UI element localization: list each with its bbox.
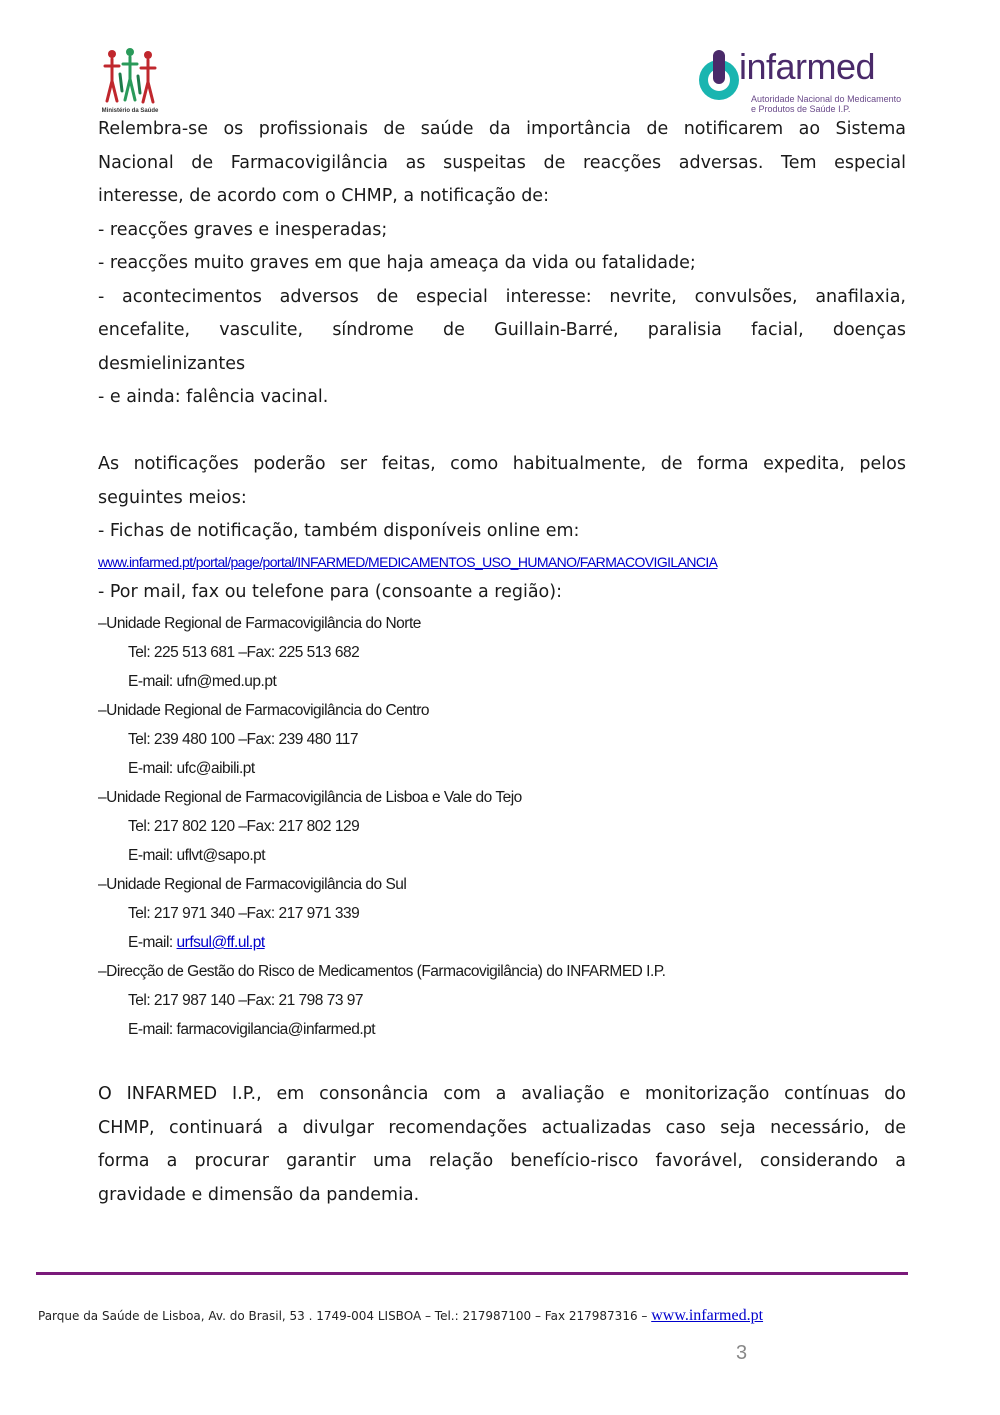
paragraph-notification-channels <box>98 448 906 609</box>
farmacovigilancia-url-link[interactable]: www.infarmed.pt/portal/page/portal/INFARMED/MEDICAMENTOS_USO_HUMANO/FARMACOVIGILANCIA <box>98 553 718 570</box>
infarmed-logo <box>695 46 902 120</box>
text-line: Relembra-se os profissionais de saúde da importância de notificarem ao Sistema <box>98 119 906 139</box>
ministry-figures-icon <box>100 46 160 108</box>
text-line: O INFARMED I.P., em consonância com a avaliação e monitorização contínuas do <box>98 1084 906 1104</box>
footer-address: Parque da Saúde de Lisboa, Av. do Brasil, 53 . 1749-004 LISBOA – Tel.: 217987100 – Fax 217987316 – www.infarmed.pt <box>38 1307 764 1324</box>
text-line: - reacções muito graves em que haja ameaça da vida ou fatalidade; <box>98 253 696 273</box>
contact-email: uflvt@sapo.pt <box>176 847 266 864</box>
footer-divider <box>36 1272 908 1275</box>
footer-website-link[interactable]: www.infarmed.pt <box>651 1307 764 1324</box>
text-line: Nacional de Farmacovigilância as suspeitas de reacções adversas. Tem especial <box>98 152 906 173</box>
text-line: interesse, de acordo com o CHMP, a notificação de: <box>98 186 549 206</box>
contact-centro <box>98 696 906 783</box>
paragraph-notification-reminder <box>98 113 906 415</box>
text-line: desmielinizantes <box>98 353 246 374</box>
contact-email: farmacovigilancia@infarmed.pt <box>176 1021 376 1038</box>
contacts-list <box>98 609 906 1044</box>
text-line: seguintes meios: <box>98 487 247 508</box>
contact-name: –Unidade Regional de Farmacovigilância do Sul <box>98 876 407 893</box>
contact-norte <box>98 609 906 696</box>
contact-infarmed <box>98 957 906 1044</box>
contact-name: –Unidade Regional de Farmacovigilância de Lisboa e Vale do Tejo <box>98 789 522 806</box>
text-line: - Fichas de notificação, também disponíveis online em: <box>98 521 580 541</box>
text-line: CHMP, continuará a divulgar recomendações actualizadas caso seja necessário, de <box>98 1117 906 1138</box>
text-line: encefalite, vasculite, síndrome de Guillain-Barré, paralisia facial, doenças <box>98 320 906 340</box>
contact-email-row: E-mail: urfsul@ff.ul.pt <box>128 934 265 951</box>
contact-email: ufn@med.up.pt <box>176 673 277 690</box>
contact-name: –Direcção de Gestão do Risco de Medicamentos (Farmacovigilância) do INFARMED I.P. <box>98 963 666 980</box>
contact-tel: Tel: 217 802 120 –Fax: 217 802 129 <box>128 818 360 835</box>
document-body <box>98 113 906 1212</box>
text-line: - Por mail, fax ou telefone para (consoante a região): <box>98 581 562 602</box>
page-number: 3 <box>736 1342 748 1364</box>
ministry-logo <box>100 46 160 118</box>
text-line: - acontecimentos adversos de especial interesse: nevrite, convulsões, anafilaxia, <box>98 286 906 307</box>
text-line: forma a procurar garantir uma relação benefício-risco favorável, considerando a <box>98 1151 906 1171</box>
contact-tel: Tel: 217 971 340 –Fax: 217 971 339 <box>128 905 360 922</box>
contact-tel: Tel: 239 480 100 –Fax: 239 480 117 <box>128 731 359 748</box>
infarmed-wordmark: infarmed <box>739 46 876 87</box>
contact-lisboa <box>98 783 906 870</box>
text-line: gravidade e dimensão da pandemia. <box>98 1184 420 1205</box>
contact-name: –Unidade Regional de Farmacovigilância do Centro <box>98 702 429 719</box>
contact-email-link[interactable]: urfsul@ff.ul.pt <box>176 934 265 951</box>
text-line: - e ainda: falência vacinal. <box>98 387 329 407</box>
text-line: - reacções graves e inesperadas; <box>98 219 388 240</box>
contact-tel: Tel: 225 513 681 –Fax: 225 513 682 <box>128 644 360 661</box>
ministry-logo-text: Ministério da Saúde <box>101 108 159 114</box>
contact-email-row: E-mail: farmacovigilancia@infarmed.pt <box>128 1021 376 1038</box>
infarmed-mark-icon <box>695 50 743 102</box>
contact-sul <box>98 870 906 957</box>
contact-name: –Unidade Regional de Farmacovigilância do Norte <box>98 615 421 632</box>
contact-email-row: E-mail: ufc@aibili.pt <box>128 760 255 777</box>
paragraph-conclusion <box>98 1078 906 1212</box>
infarmed-subtitle: Autoridade Nacional do Medicamento e Produtos de Saúde I.P. <box>751 94 902 114</box>
contact-email-row: E-mail: ufn@med.up.pt <box>128 673 277 690</box>
contact-tel: Tel: 217 987 140 –Fax: 21 798 73 97 <box>128 992 364 1009</box>
contact-email-row: E-mail: uflvt@sapo.pt <box>128 847 266 864</box>
contact-email: ufc@aibili.pt <box>176 760 255 777</box>
text-line: As notificações poderão ser feitas, como habitualmente, de forma expedita, pelos <box>98 454 906 474</box>
